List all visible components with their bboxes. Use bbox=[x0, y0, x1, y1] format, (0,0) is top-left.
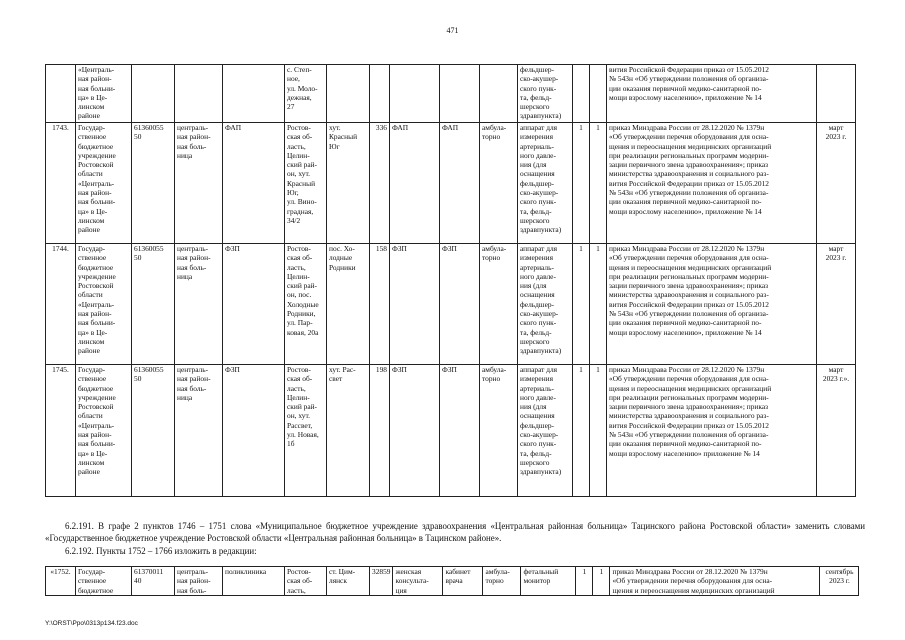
cell-legal-basis: приказ Минздрава России от 28.12.2020 № 1379н «Об утверждении перечня оборудования для осна- щения и переоснащения медицинских организаций bbox=[610, 567, 820, 596]
cell-room-type: ФЗП bbox=[440, 244, 480, 365]
cell-population: 198 bbox=[370, 365, 390, 497]
cell-settlement: хут. Красный Юг bbox=[327, 123, 370, 244]
cell-institution-name: Государ- ственное бюджетное учреждение Ростовской области «Централь- ная район- ная больни- ца» в Це- линском районе bbox=[76, 123, 132, 244]
table-row bbox=[46, 567, 859, 596]
cell-settlement: хут. Рас- свет bbox=[327, 365, 370, 497]
cell-deadline: сентябрь 2023 г. bbox=[820, 567, 859, 596]
table-row bbox=[46, 365, 856, 497]
table-row bbox=[46, 123, 856, 244]
cell-institution-code bbox=[132, 65, 175, 123]
cell-deadline bbox=[817, 65, 856, 123]
cell-legal-basis: вития Российской Федерации приказ от 15.05.2012 № 543н «Об утверждении положения об организа- ции оказания первичной медико-санитарной по- мощи взрослому населению», приложение № 14 bbox=[607, 65, 817, 123]
cell-population: 336 bbox=[370, 123, 390, 244]
cell-population bbox=[370, 65, 390, 123]
cell-equipment-name: фетальный монитор bbox=[521, 567, 576, 596]
cell-address: Ростов- ская об- ласть, Целин- ский рай- он, пос. Холодные Родники, ул. Пар- ковая, 20а bbox=[285, 244, 327, 365]
page-number: 471 bbox=[446, 26, 459, 35]
cell-equipment-name: аппарат для измерения артериаль- ного давле- ния (для оснащения фельдшер- ско-акушер- ского пунк- та, фельд- шерского здравпункта) bbox=[518, 244, 573, 365]
cell-room-type: ФЗП bbox=[440, 365, 480, 497]
cell-quantity-planned bbox=[590, 65, 607, 123]
cell-population: 158 bbox=[370, 244, 390, 365]
replacement-table bbox=[45, 566, 859, 596]
cell-row-number: 1744. bbox=[46, 244, 76, 365]
cell-subdivision: ФЗП bbox=[223, 244, 285, 365]
cell-quantity-planned: 1 bbox=[590, 123, 607, 244]
cell-address: Ростов- ская об- ласть, bbox=[285, 567, 327, 596]
cell-subdivision: ФЗП bbox=[223, 365, 285, 497]
cell-institution-name: Государ- ственное бюджетное учреждение Ростовской области «Централь- ная район- ная больни- ца» в Це- линском районе bbox=[76, 365, 132, 497]
cell-institution-kind: централь- ная район- ная боль- ница bbox=[175, 365, 223, 497]
cell-institution-kind bbox=[175, 65, 223, 123]
file-path-footer: Y:\ORST\Ppo\0313p134.f23.doc bbox=[45, 620, 138, 627]
cell-care-form: амбула- торно bbox=[480, 244, 518, 365]
cell-unit-type: ФЗП bbox=[390, 244, 440, 365]
cell-room-type: кабинет врача bbox=[443, 567, 483, 596]
table-row bbox=[46, 244, 856, 365]
cell-settlement: пос. Хо- лодные Родники bbox=[327, 244, 370, 365]
cell-institution-code: 61360055 50 bbox=[132, 244, 175, 365]
cell-address: с. Степ- ное, ул. Моло- дежная, 27 bbox=[285, 65, 327, 123]
cell-unit-type bbox=[390, 65, 440, 123]
cell-row-number: «1752. bbox=[46, 567, 76, 596]
cell-subdivision: поликлиника bbox=[223, 567, 285, 596]
cell-settlement bbox=[327, 65, 370, 123]
table-row bbox=[46, 65, 856, 123]
cell-institution-name: Государ- ственное бюджетное учреждение Ростовской области «Централь- ная район- ная больни- ца» в Це- линском районе bbox=[76, 244, 132, 365]
cell-subdivision bbox=[223, 65, 285, 123]
cell-care-form: амбула- торно bbox=[483, 567, 521, 596]
cell-deadline: март 2023 г. bbox=[817, 244, 856, 365]
cell-institution-code: 61370011 40 bbox=[132, 567, 175, 596]
cell-population: 32859 bbox=[370, 567, 393, 596]
cell-unit-type: женская консульта- ция bbox=[393, 567, 443, 596]
cell-care-form: амбула- торно bbox=[480, 365, 518, 497]
cell-quantity-required: 1 bbox=[576, 567, 593, 596]
cell-legal-basis: приказ Минздрава России от 28.12.2020 № 1379н «Об утверждении перечня оборудования для осна- щения и переоснащения медицинских организаций при реализации региональных программ модерни- зации первичного звена здравоохранения»; приказ министерства здравоохранения и социального раз- вития Российской Федерации приказ от 15.05.2012 № 543н «Об утверждении положения об организа- ции оказания первичной медико-санитарной по- мощи взрослому населению», приложение № 14 bbox=[607, 123, 817, 244]
cell-equipment-name: фельдшер- ско-акушер- ского пунк- та, фельд- шерского здравпункта) bbox=[518, 65, 573, 123]
cell-row-number: 1743. bbox=[46, 123, 76, 244]
paragraph-6-2-192: 6.2.192. Пункты 1752 – 1766 изложить в редакции: bbox=[65, 546, 257, 556]
cell-address: Ростов- ская об- ласть, Целин- ский рай- он, хут. Красный Юг, ул. Вино- градная, 34/2 bbox=[285, 123, 327, 244]
cell-institution-kind: централь- ная район- ная боль- bbox=[175, 567, 223, 596]
cell-legal-basis: приказ Минздрава России от 28.12.2020 № 1379н «Об утверждении перечня оборудования для осна- щения и переоснащения медицинских организаций при реализации региональных программ модерни- зации первичного звена здравоохранения»; приказ министерства здравоохранения и социального раз- вития Российской Федерации приказ от 15.05.2012 № 543н «Об утверждении положения об организа- ции оказания первичной медико-санитарной по- мощи взрослому населению» приложение № 14 bbox=[607, 365, 817, 497]
cell-institution-name: Государ- ственное бюджетное bbox=[76, 567, 132, 596]
paragraph-6-2-191: 6.2.191. В графе 2 пунктов 1746 – 1751 слова «Муниципальное бюджетное учреждение здравоохранения «Центральная районная больница» Тацинского района Ростовской области» заменить словами «Государственное бюджетное учреждение Ростовской области «Центральная районная больница» в Тацинском районе». bbox=[45, 521, 865, 543]
cell-institution-kind: централь- ная район- ная боль- ница bbox=[175, 244, 223, 365]
cell-institution-code: 61360055 50 bbox=[132, 365, 175, 497]
cell-equipment-name: аппарат для измерения артериаль- ного давле- ния (для оснащения фельдшер- ско-акушер- ского пунк- та, фельд- шерского здравпункта) bbox=[518, 365, 573, 497]
cell-quantity-required bbox=[573, 65, 590, 123]
cell-quantity-required: 1 bbox=[573, 365, 590, 497]
cell-institution-name: «Централь- ная район- ная больни- ца» в Це- линском районе bbox=[76, 65, 132, 123]
cell-care-form: амбула- торно bbox=[480, 123, 518, 244]
equipment-table bbox=[45, 64, 856, 497]
cell-equipment-name: аппарат для измерения артериаль- ного давле- ния (для оснащения фельдшер- ско-акушер- ского пунк- та, фельд- шерского здравпункта) bbox=[518, 123, 573, 244]
cell-legal-basis: приказ Минздрава России от 28.12.2020 № 1379н «Об утверждении перечня оборудования для осна- щения и переоснащения медицинских организаций при реализации региональных программ модерни- зации первичного звена здравоохранения»; приказ министерства здравоохранения и социального раз- вития Российской Федерации приказ от 15.05.2012 № 543н «Об утверждении положения об организа- ции оказания первичной медико-санитарной по- мощи взрослому населению», приложение № 14 bbox=[607, 244, 817, 365]
cell-care-form bbox=[480, 65, 518, 123]
cell-quantity-planned: 1 bbox=[590, 365, 607, 497]
cell-quantity-required: 1 bbox=[573, 244, 590, 365]
cell-quantity-planned: 1 bbox=[593, 567, 610, 596]
cell-quantity-planned: 1 bbox=[590, 244, 607, 365]
cell-row-number: 1745. bbox=[46, 365, 76, 497]
cell-deadline: март 2023 г.». bbox=[817, 365, 856, 497]
cell-settlement: ст. Цим- лянск bbox=[327, 567, 370, 596]
cell-subdivision: ФАП bbox=[223, 123, 285, 244]
cell-institution-kind: централь- ная район- ная боль- ница bbox=[175, 123, 223, 244]
cell-row-number bbox=[46, 65, 76, 123]
cell-address: Ростов- ская об- ласть, Целин- ский рай- он, хут. Рассвет, ул. Новая, 1б bbox=[285, 365, 327, 497]
cell-unit-type: ФАП bbox=[390, 123, 440, 244]
cell-room-type: ФАП bbox=[440, 123, 480, 244]
cell-unit-type: ФЗП bbox=[390, 365, 440, 497]
cell-room-type bbox=[440, 65, 480, 123]
cell-institution-code: 61360055 50 bbox=[132, 123, 175, 244]
cell-deadline: март 2023 г. bbox=[817, 123, 856, 244]
cell-quantity-required: 1 bbox=[573, 123, 590, 244]
